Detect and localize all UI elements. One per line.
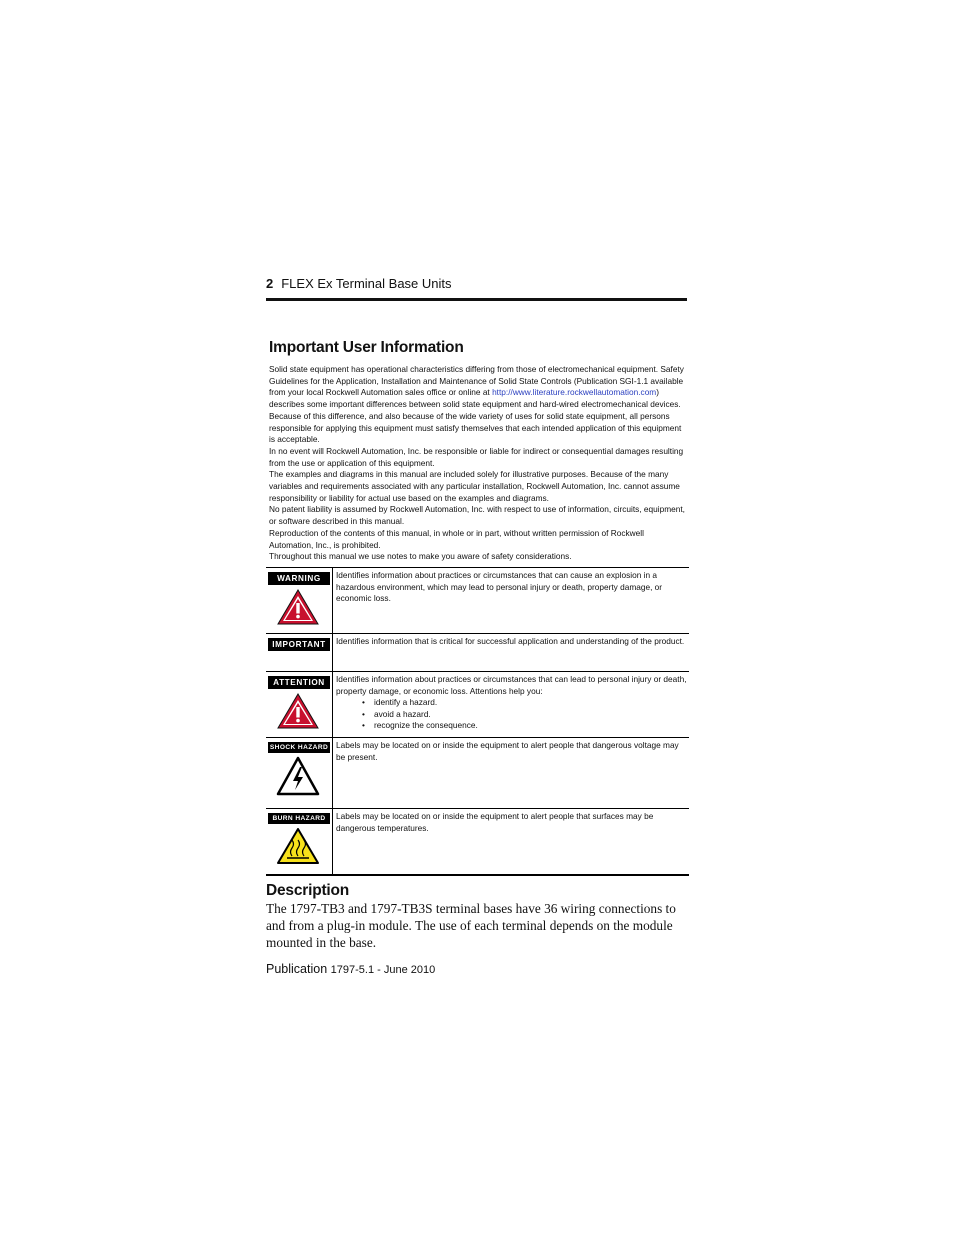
notice-row-warning [266,568,689,634]
burn-hazard-badge: BURN HAZARD [268,813,330,824]
notice-row-burn-hazard [266,809,689,875]
notice-row-important [266,634,689,672]
safety-notices-table [266,567,689,876]
intro-paragraph-4: No patent liability is assumed by Rockwell Automation, Inc. with respect to use of information, circuits, equipment, or software described in this manual. [269,504,685,527]
important-info-body [269,364,689,563]
burn-hazard-text: Labels may be located on or inside the equipment to alert people that surfaces may be dangerous temperatures. [333,809,690,875]
header-title: FLEX Ex Terminal Base Units [281,276,452,291]
running-header [266,276,687,291]
publication-label: Publication [266,962,328,976]
warning-badge: WARNING [268,572,330,585]
warning-triangle-icon [276,588,320,626]
description-heading: Description [266,882,350,899]
intro-paragraph-5: Reproduction of the contents of this manual, in whole or in part, without written permission of Rockwell Automation, Inc., is prohibited. [269,527,644,550]
attention-triangle-icon [276,692,320,730]
intro-paragraph-1: Solid state equipment has operational characteristics differing from those of electromechanical equipment. Safety Guidelines for the Application, Installation and Maintenance of Solid State Controls (Publication SGI-1.1 available from your local Rockwell Automation sales office or online at http://www.literature.rockwellautomation.com) describes some important differences between solid state equipment and hard-wired electromechanical devices. Because of this difference, and also because of the wide variety of uses for solid state equipment, all persons responsible for applying this equipment must satisfy themselves that each intended application of this equipment is acceptable. [269,364,684,445]
literature-link[interactable]: http://www.literature.rockwellautomation.com [492,387,657,398]
header-rule [266,298,687,301]
important-text: Identifies information that is critical for successful application and understanding of the product. [333,634,690,672]
important-user-information-heading: Important User Information [269,339,464,356]
intro-paragraph-3: The examples and diagrams in this manual are included solely for illustrative purposes. Because of the many variables and requirements associated with any particular installation, Rockwell Automation, Inc. cannot assume responsibility or liability for actual use based on the examples and diagrams. [269,469,680,503]
list-item: • avoid a hazard. [374,709,689,721]
notice-row-attention [266,672,689,738]
list-item: • recognize the consequence. [374,720,689,732]
page-number: 2 [266,276,274,291]
shock-hazard-text: Labels may be located on or inside the equipment to alert people that dangerous voltage may be present. [333,738,690,809]
publication-number: 1797-5.1 - June 2010 [330,964,436,976]
lightning-bolt-icon [276,756,320,796]
attention-badge: ATTENTION [268,676,330,689]
important-badge: IMPORTANT [268,638,330,651]
notice-row-shock-hazard [266,738,689,809]
publication-footer [266,962,435,976]
attention-text: Identifies information about practices or circumstances that can lead to personal injury or death, property damage, or economic loss. Attentions help you: [336,674,687,696]
shock-hazard-badge: SHOCK HAZARD [269,744,329,751]
warning-text: Identifies information about practices or circumstances that can cause an explosion in a hazardous environment, which may lead to personal injury or death, property damage, or economic loss. [333,568,690,634]
hot-surface-icon [276,827,320,865]
intro-paragraph-2: In no event will Rockwell Automation, Inc. be responsible or liable for indirect or consequential damages resulting from the use or application of this equipment. [269,445,684,468]
list-item: • identify a hazard. [374,697,689,709]
attention-bullet-list [374,697,689,732]
intro-paragraph-6: Throughout this manual we use notes to make you aware of safety considerations. [269,551,572,562]
description-text: The 1797-TB3 and 1797-TB3S terminal bases have 36 wiring connections to and from a plug-in module. The use of each terminal depends on the module mounted in the base. [266,901,676,950]
